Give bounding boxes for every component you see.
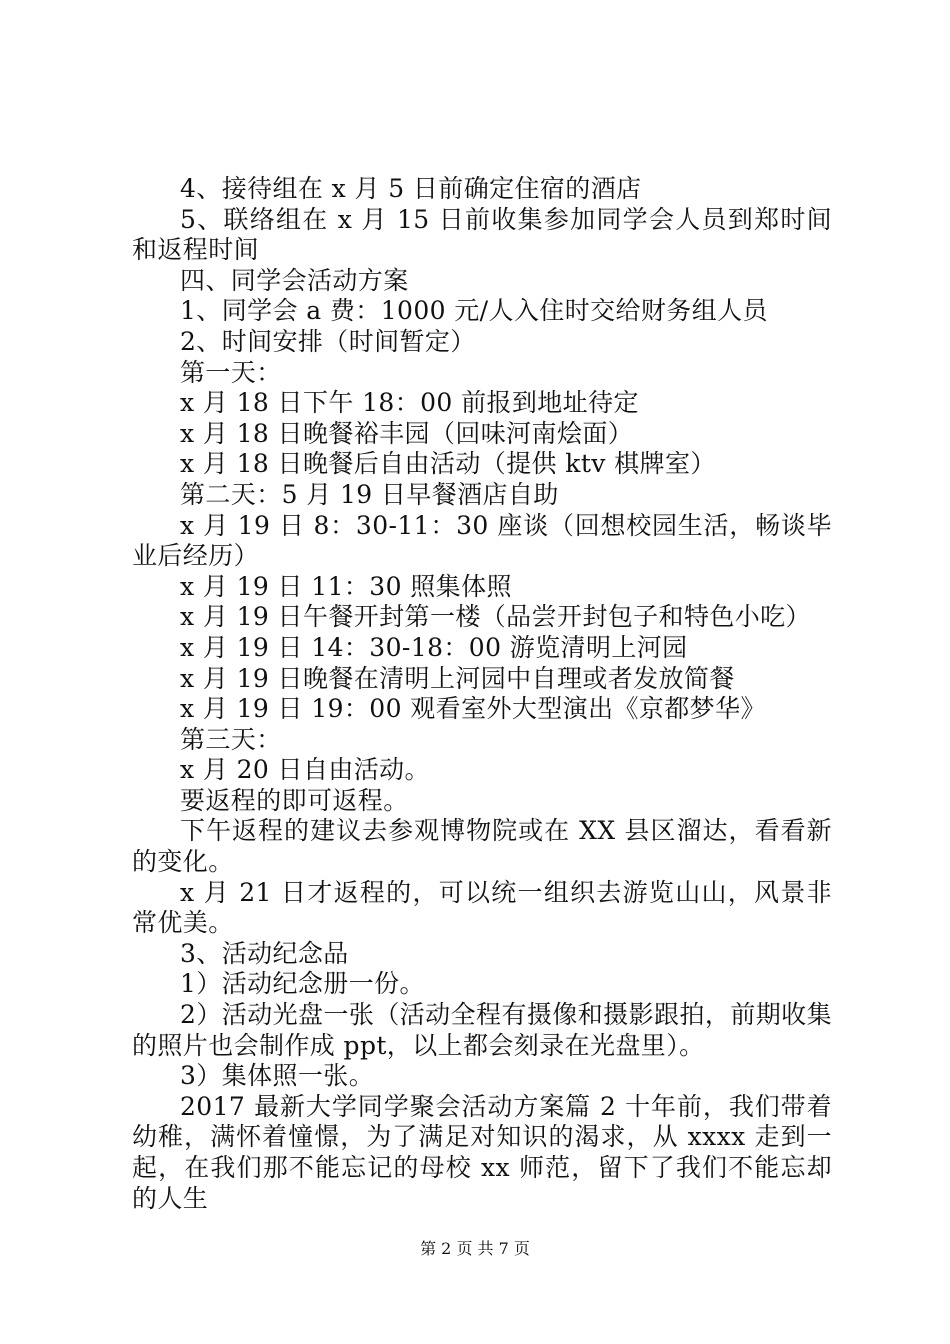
schedule-item: x 月 19 日午餐开封第一楼（品尝开封包子和特色小吃） (180, 602, 811, 632)
day-heading: 第一天： (180, 357, 282, 387)
paragraph: 3、活动纪念品 (180, 938, 349, 968)
list-item: 2）活动光盘一张（活动全程有摄像和摄影跟拍，前期收集的照片也会制作成 ppt，以上都会刻录在光盘里）。 (132, 1000, 832, 1060)
schedule-item: x 月 18 日下午 18：00 前报到地址待定 (180, 388, 639, 418)
schedule-item: x 月 19 日 11：30 照集体照 (180, 571, 512, 601)
schedule-item: x 月 19 日 14：30-18：00 游览清明上河园 (180, 632, 688, 662)
page-indicator: 第 2 页 共 7 页 (420, 1239, 530, 1258)
paragraph: x 月 21 日才返程的，可以统一组织去游览山山，风景非常优美。 (132, 877, 832, 938)
paragraph: 下午返程的建议去参观博物院或在 XX 县区溜达，看看新的变化。 (132, 816, 832, 877)
day-heading: 第二天：5 月 19 日早餐酒店自助 (180, 479, 559, 509)
schedule-item: x 月 18 日晚餐后自由活动（提供 ktv 棋牌室） (180, 449, 716, 479)
paragraph: 2017 最新大学同学聚会活动方案篇 2 十年前，我们带着幼稚，满怀着憧憬，为了满足对知识的渴求，从 xxxx 走到一起，在我们那不能忘记的母校 xx 师范，留下了我们不能忘却的人生 (132, 1091, 832, 1213)
page-footer (0, 1239, 950, 1259)
schedule-item: x 月 19 日晚餐在清明上河园中自理或者发放简餐 (180, 663, 735, 693)
schedule-item: x 月 19 日 19：00 观看室外大型演出《京都梦华》 (180, 694, 766, 724)
paragraph: 4、接待组在 x 月 5 日前确定住宿的酒店 (180, 174, 642, 203)
schedule-item: x 月 19 日 8：30-11：30 座谈（回想校园生活，畅谈毕业后经历） (132, 510, 832, 571)
section-heading: 四、同学会活动方案 (180, 265, 409, 295)
schedule-item: x 月 18 日晚餐裕丰园（回味河南烩面） (180, 418, 634, 448)
schedule-item: x 月 20 日自由活动。 (180, 755, 430, 785)
paragraph: 1、同学会 a 费：1000 元/人入住时交给财务组人员 (180, 296, 768, 326)
list-item: 1）活动纪念册一份。 (180, 969, 425, 999)
paragraph: 2、时间安排（时间暂定） (180, 326, 476, 356)
paragraph: 要返程的即可返程。 (180, 785, 409, 815)
document-body (132, 174, 832, 1214)
list-item: 3）集体照一张。 (180, 1061, 375, 1091)
day-heading: 第三天： (180, 724, 282, 754)
paragraph: 5、联络组在 x 月 15 日前收集参加同学会人员到郑时间和返程时间 (132, 204, 832, 265)
